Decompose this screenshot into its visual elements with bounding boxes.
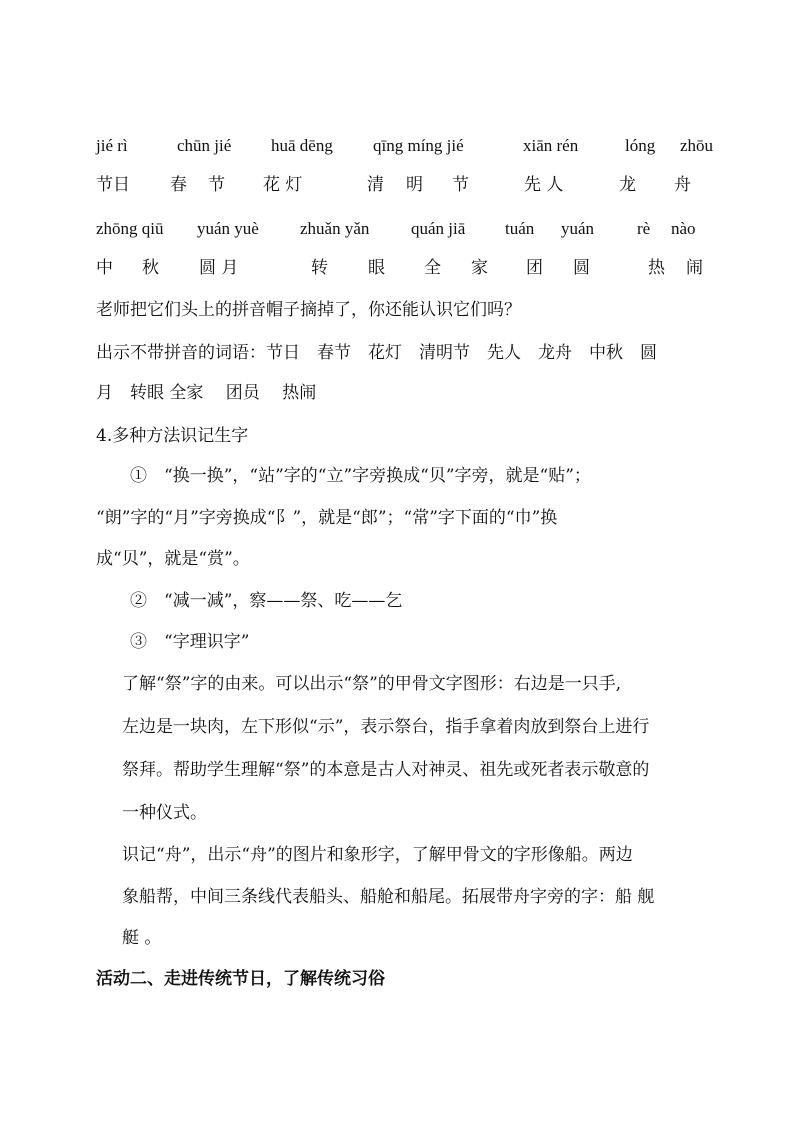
hanzi-ming: 明 [406,175,423,195]
pinyin-yuanyue: yuán yuè [197,219,259,238]
pinyin-chunjie: chūn jié [177,136,232,155]
method-3: ③ “字理识字” [130,632,250,652]
zhou-para-line-3: 艇 。 [122,928,162,948]
hanzi-tuan: 团 [526,258,543,278]
hanzi-jieri: 节日 [96,175,130,195]
hanzi-huadeng: 花 灯 [263,175,303,195]
pinyin-jieri: jié rì [96,136,128,155]
method-1-line-1: ① “换一换”，“站”字的“立”字旁换成“贝”字旁，就是“贴”； [130,466,591,486]
hanzi-yuanyue: 圆 月 [199,258,239,278]
pinyin-zhongqiu: zhōng qiū [96,219,164,238]
zhou-para-line-2: 象船帮，中间三条线代表船头、船舱和船尾。拓展带舟字旁的字：船 舰 [122,887,655,907]
hanzi-jie-2: 节 [452,175,469,195]
pinyin-long: lóng [625,136,656,155]
pinyin-quanjia: quán jiā [411,219,466,238]
hanzi-re: 热 [648,258,665,278]
pinyin-tuan: tuán [505,219,535,238]
hanzi-qiu: 秋 [142,258,159,278]
ji-para-line-3: 祭拜。帮助学生理解“祭”的本意是古人对神灵、祖先或死者表示敬意的 [122,760,650,780]
show-words-line-2: 月 转眼 全家 团员 热闹 [96,383,317,403]
question-text: 老师把它们头上的拼音帽子摘掉了，你还能认识它们吗？ [96,300,521,320]
pinyin-huadeng: huā dēng [271,136,333,155]
pinyin-zhuanyan: zhuǎn yǎn [300,219,370,238]
hanzi-zhong: 中 [96,258,113,278]
hanzi-yan: 眼 [368,258,385,278]
hanzi-jia: 家 [471,258,488,278]
pinyin-zhou: zhōu [680,136,714,155]
pinyin-yuan: yuán [561,219,595,238]
method-1-line-3: 成“贝”，就是“赏”。 [96,549,250,569]
pinyin-nao: nào [671,219,696,238]
hanzi-quan: 全 [424,258,441,278]
ji-para-line-2: 左边是一块肉，左下形似“示”，表示祭台，指手拿着肉放到祭台上进行 [122,717,650,737]
method-2: ② “减一减”，察——祭、吃——乞 [130,591,403,611]
hanzi-long: 龙 [619,175,636,195]
hanzi-jie: 节 [208,175,225,195]
method-1-line-2: “朗”字的“月”字旁换成“阝”，就是“郎”；“常”字下面的“巾”换 [96,508,558,528]
hanzi-chun: 春 [170,175,187,195]
hanzi-qing: 清 [367,175,384,195]
pinyin-qingmingjie: qīng míng jié [373,136,464,155]
zhou-para-line-1: 识记“舟”，出示“舟”的图片和象形字，了解甲骨文的字形像船。两边 [122,845,633,865]
hanzi-zhou: 舟 [674,175,691,195]
pinyin-re: rè [637,219,651,238]
activity-2-heading: 活动二、走进传统节日，了解传统习俗 [96,969,385,989]
hanzi-yuan: 圆 [573,258,590,278]
section-4-title: 4.多种方法识记生字 [96,426,249,446]
hanzi-xianren: 先 人 [524,175,564,195]
ji-para-line-4: 一种仪式。 [122,803,207,823]
show-words-line-1: 出示不带拼音的词语：节日 春节 花灯 清明节 先人 龙舟 中秋 圆 [96,343,657,363]
hanzi-nao: 闹 [686,258,703,278]
hanzi-zhuan: 转 [311,258,328,278]
ji-para-line-1: 了解“祭”字的由来。可以出示“祭”的甲骨文字图形：右边是一只手, [122,674,622,694]
pinyin-xianren: xiān rén [523,136,579,155]
